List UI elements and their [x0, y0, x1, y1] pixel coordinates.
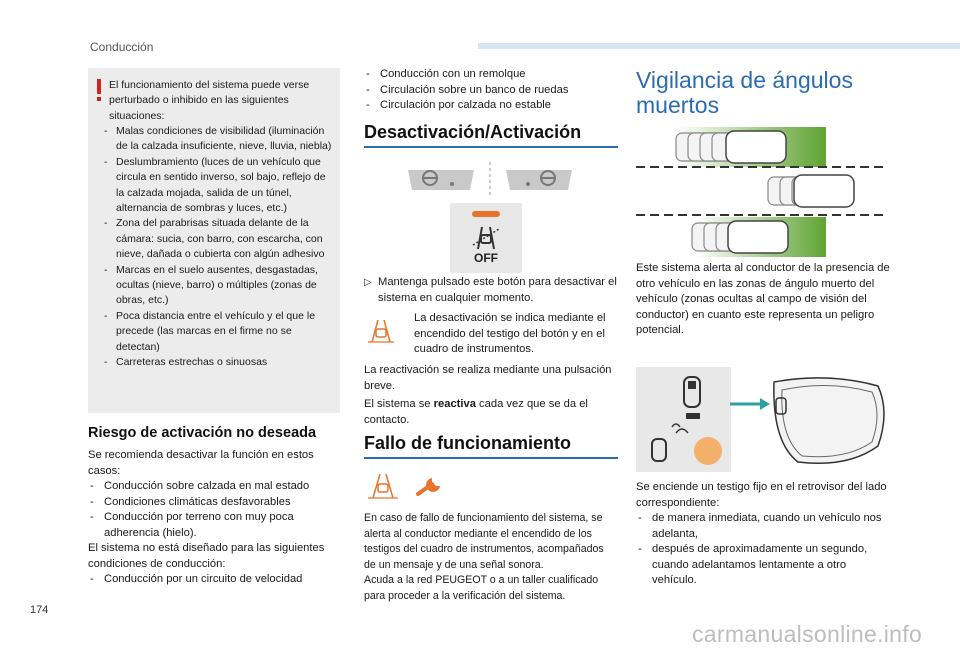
reactiva-paragraph — [364, 397, 614, 428]
col2-item: - Circulación sobre un banco de ruedas — [364, 83, 616, 99]
fallo-text-2: Acuda a la red PEUGEOT o a un taller cualificado para proceder a la verificación del sistema. — [364, 574, 599, 602]
riesgo-para2: El sistema no está diseñado para las siguientes condiciones de conducción: — [88, 542, 325, 570]
warning-item: - Marcas en el suelo ausentes, desgastadas, ocultas (nieve, barro) o múltiples (zonas de obras, etc.) — [104, 263, 334, 309]
riesgo-heading: Riesgo de activación no deseada — [88, 425, 317, 441]
desactivacion-instruction: Mantenga pulsado este botón para desactivar el sistema en cualquier momento. — [378, 276, 617, 304]
desactivacion-indicator-text: La desactivación se indica mediante el encendido del testigo del botón y en el cuadro de instrumentos. — [414, 312, 606, 355]
warning-item: - Carreteras estrechas o sinuosas — [104, 355, 334, 370]
steering-controls-illustration — [402, 160, 578, 200]
side-mirror-illustration — [768, 372, 892, 472]
reactiva-suffix: cada vez que se da el contacto. — [364, 398, 588, 426]
riesgo-list-2 — [88, 572, 340, 588]
reactiva-prefix: El sistema se — [364, 398, 434, 410]
heading-rule — [364, 457, 618, 459]
warning-exclamation-icon — [94, 78, 104, 102]
blind-spot-diagram — [636, 125, 888, 260]
vigilancia-heading-line1: Vigilancia de ángulos — [636, 67, 853, 93]
wrench-icon — [414, 474, 444, 500]
mirror-list — [636, 511, 892, 589]
vigilancia-description: Este sistema alerta al conductor de la presencia de otro vehículo en las zonas de ángulo muerto del vehículo (zonas ocultas al campo de visión del conductor) en cuanto este representa un peligro potencial. — [636, 262, 890, 336]
warning-list — [104, 124, 334, 371]
mirror-item: - de manera inmediata, cuando un vehículo nos adelanta, — [636, 511, 892, 542]
off-button-label: OFF — [474, 251, 498, 265]
button-indicator-lamp — [472, 211, 500, 217]
warning-item: - Poca distancia entre el vehículo y el que le precede (las marcas en el firme no se detectan) — [104, 309, 334, 355]
riesgo-item: - Condiciones climáticas desfavorables — [88, 495, 340, 511]
riesgo-item: - Conducción por terreno con muy poca adherencia (hielo). — [88, 510, 340, 541]
lane-assist-icon — [469, 223, 503, 251]
page-number: 174 — [30, 604, 49, 616]
fallo-heading: Fallo de funcionamiento — [364, 433, 572, 453]
warning-intro: El funcionamiento del sistema puede verse perturbado o inhibido en las siguientes situaciones: — [109, 79, 310, 122]
section-title: Conducción — [90, 40, 154, 54]
lane-warning-icon — [366, 472, 400, 500]
lane-warning-icon — [366, 318, 396, 344]
vigilancia-heading-line2: muertos — [636, 92, 720, 118]
bullet-arrow-icon: ▷ — [364, 277, 372, 288]
riesgo-list — [88, 479, 340, 541]
warning-item: - Zona del parabrisas situada delante de la cámara: sucia, con barro, con escarcha, con nieve, dañada o cubierta con algún adhesivo — [104, 216, 334, 262]
watermark: carmanualsonline.info — [692, 621, 923, 647]
col2-item: - Circulación por calzada no estable — [364, 98, 616, 114]
riesgo-item: - Conducción sobre calzada en mal estado — [88, 479, 340, 495]
lane-keep-off-button[interactable] — [450, 203, 522, 273]
reactivation-text: La reactivación se realiza mediante una pulsación breve. — [364, 364, 612, 392]
header-bar — [478, 43, 960, 49]
vigilancia-heading — [636, 68, 853, 118]
riesgo-item: - Conducción por un circuito de velocidad — [88, 572, 340, 588]
mirror-intro: Se enciende un testigo fijo en el retrovisor del lado correspondiente: — [636, 481, 887, 509]
heading-rule — [364, 146, 618, 148]
instrument-panel-illustration — [636, 367, 731, 472]
fallo-text-1: En caso de fallo de funcionamiento del sistema, se alerta al conductor mediante el encendido de los testigos del cuadro de instrumentos, acompañados de un mensaje y de una señal sonora. — [364, 512, 604, 571]
riesgo-intro: Se recomienda desactivar la función en estos casos: — [88, 449, 314, 477]
desactivacion-heading: Desactivación/Activación — [364, 122, 582, 142]
pointer-arrow-icon — [730, 396, 770, 412]
reactiva-bold: reactiva — [433, 398, 476, 410]
warning-item: - Deslumbramiento (luces de un vehículo que circula en sentido inverso, sol bajo, reflejo de la calzada mojada, salida de un túnel, alternancia de sombras y luces, etc.) — [104, 155, 334, 217]
warning-item: - Malas condiciones de visibilidad (iluminación de la calzada insuficiente, nieve, lluvia, niebla) — [104, 124, 334, 155]
mirror-item: - después de aproximadamente un segundo, cuando adelantamos lentamente a otro vehículo. — [636, 542, 892, 589]
col2-item: - Conducción con un remolque — [364, 67, 616, 83]
col2-list — [364, 67, 616, 114]
